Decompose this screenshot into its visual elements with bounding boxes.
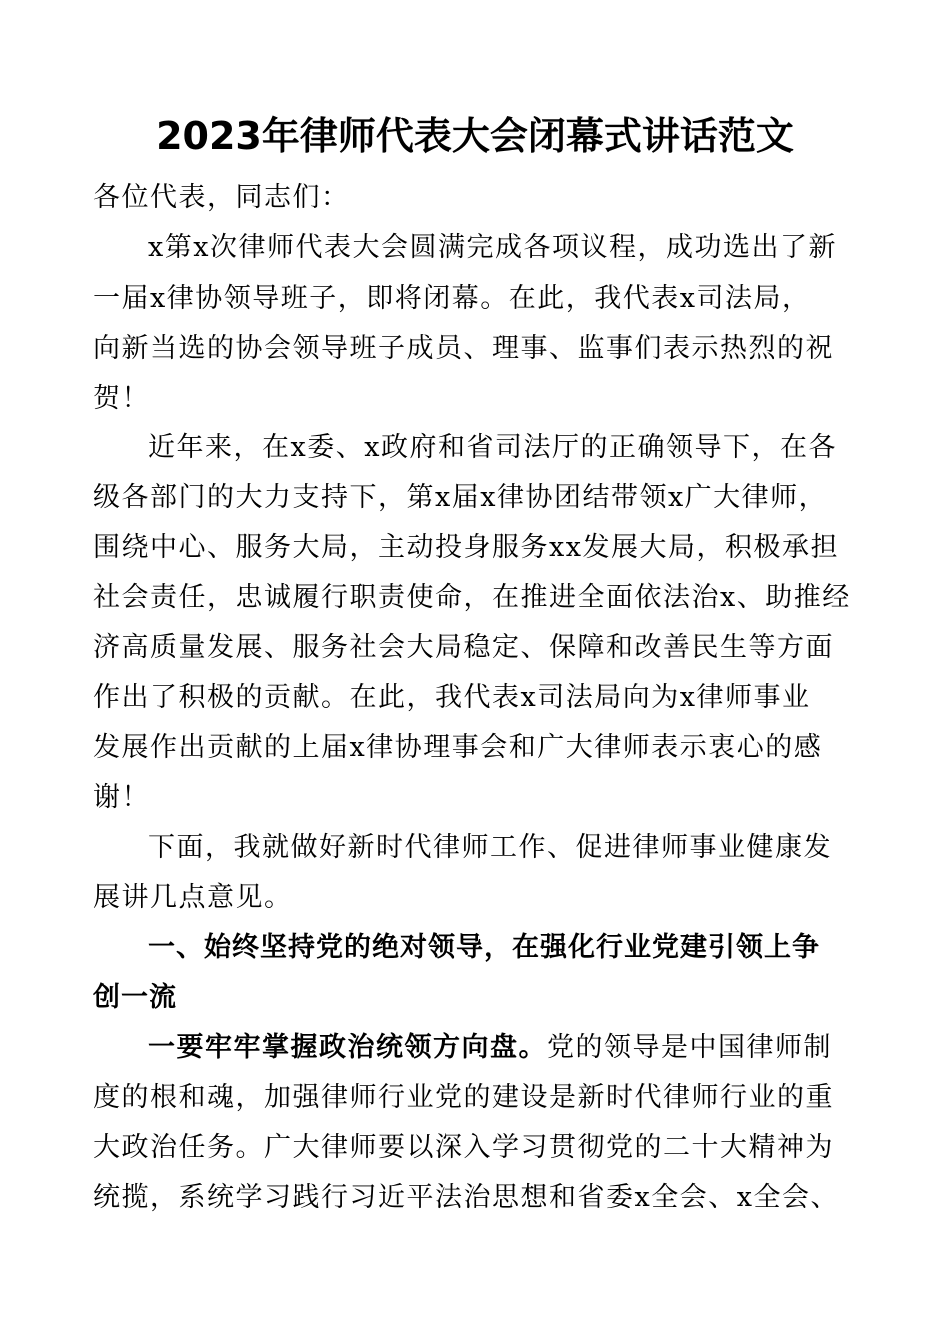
paragraph-line: 一届x律协领导班子，即将闭幕。在此，我代表x司法局，: [93, 283, 811, 314]
section-heading: 创一流: [93, 982, 177, 1013]
paragraph-line: 谢！: [93, 782, 150, 813]
paragraph-line: [148, 1028, 832, 1068]
paragraph-line: 度的根和魂，加强律师行业党的建设是新时代律师行业的重: [93, 1082, 834, 1113]
paragraph-line: x第x次律师代表大会圆满完成各项议程，成功选出了新: [148, 232, 837, 263]
document-title: 2023年律师代表大会闭幕式讲话范文: [156, 114, 794, 158]
salutation: 各位代表，同志们：: [93, 182, 350, 213]
paragraph-line: 社会责任，忠诚履行职责使命，在推进全面依法治x、助推经: [93, 582, 851, 613]
paragraph-line: 贺！: [93, 383, 150, 414]
paragraph-line: 统揽，系统学习践行习近平法治思想和省委x全会、x全会、: [93, 1182, 839, 1213]
paragraph-line: 向新当选的协会领导班子成员、理事、监事们表示热烈的祝: [93, 333, 834, 364]
paragraph-line: 近年来，在x委、x政府和省司法厅的正确领导下，在各: [148, 432, 837, 463]
paragraph-line: 发展作出贡献的上届x律协理事会和广大律师表示衷心的感: [93, 732, 823, 763]
paragraph-line: 展讲几点意见。: [93, 882, 293, 913]
paragraph-text: 党的领导是中国律师制: [547, 1032, 832, 1063]
paragraph-line: 济高质量发展、服务社会大局稳定、保障和改善民生等方面: [93, 632, 834, 663]
subheading-lead: 一要牢牢掌握政治统领方向盘。: [148, 1032, 547, 1063]
paragraph-line: 大政治任务。广大律师要以深入学习贯彻党的二十大精神为: [93, 1132, 834, 1163]
paragraph-line: 级各部门的大力支持下，第x届x律协团结带领x广大律师，: [93, 482, 828, 513]
paragraph-line: 围绕中心、服务大局，主动投身服务xx发展大局，积极承担: [93, 532, 839, 563]
paragraph-line: 作出了积极的贡献。在此，我代表x司法局向为x律师事业: [93, 682, 811, 713]
section-heading: 一、始终坚持党的绝对领导，在强化行业党建引领上争: [148, 932, 820, 963]
paragraph-line: 下面，我就做好新时代律师工作、促进律师事业健康发: [148, 832, 832, 863]
